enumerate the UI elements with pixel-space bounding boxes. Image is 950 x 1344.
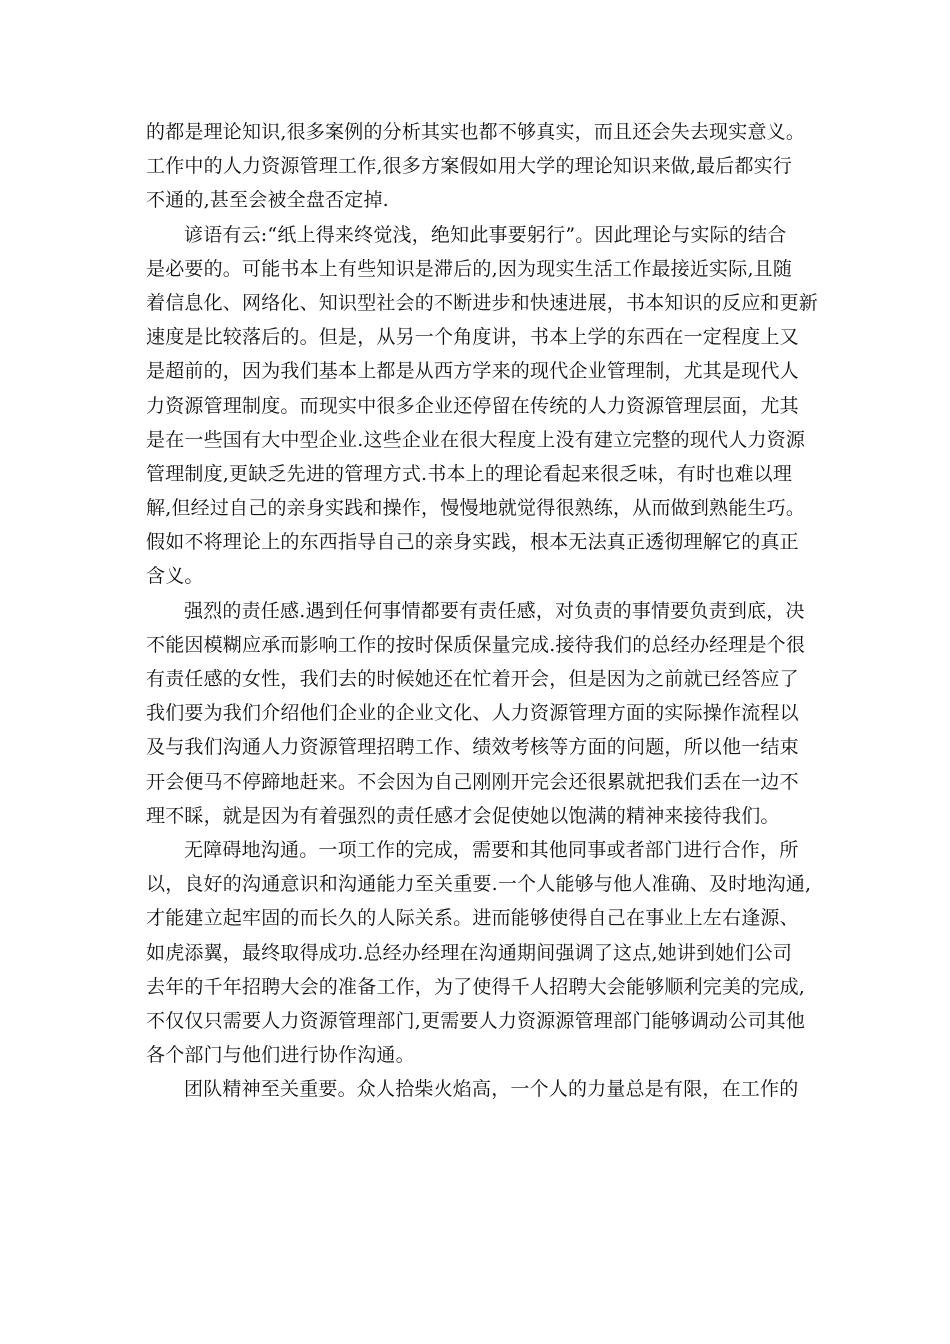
text-line: 理不睬，就是因为有着强烈的责任感才会促使她以饱满的精神来接待我们。: [146, 804, 780, 827]
text-line: 以，良好的沟通意识和沟通能力至关重要.一个人能够与他人准确、及时地沟通,: [146, 873, 812, 896]
text-line: 不仅仅只需要人力资源管理部门,更需要人力资源源管理部门能够调动公司其他: [146, 1009, 806, 1032]
paragraph-start-line: 谚语有云:“纸上得来终觉浅，绝知此事要躬行”。因此理论与实际的结合: [184, 223, 787, 246]
text-line: 各个部门与他们进行协作沟通。: [146, 1044, 415, 1067]
text-line: 是必要的。可能书本上有些知识是滞后的,因为现实生活工作最接近实际,且随: [146, 257, 793, 280]
text-line: 力资源管理制度。而现实中很多企业还停留在传统的人力资源管理层面，尤其: [146, 394, 799, 417]
text-line: 不能因模糊应承而影响工作的按时保质保量完成.接待我们的总经办经理是个很: [146, 633, 806, 656]
paragraph-start-line: 强烈的责任感.遇到任何事情都要有责任感，对负责的事情要负责到底，决: [184, 599, 805, 622]
text-line: 我们要为我们介绍他们企业的企业文化、人力资源管理方面的实际操作流程以: [146, 702, 799, 725]
text-line: 管理制度,更缺乏先进的管理方式.书本上的理论看起来很乏味，有时也难以理: [146, 462, 793, 485]
text-line: 解,但经过自己的亲身实践和操作，慢慢地就觉得很熟练，从而做到熟能生巧。: [146, 497, 806, 520]
text-line: 速度是比较落后的。但是，从另一个角度讲，书本上学的东西在一定程度上又: [146, 326, 799, 349]
text-line: 是超前的，因为我们基本上都是从西方学来的现代企业管理制，尤其是现代人: [146, 360, 799, 383]
text-line: 有责任感的女性，我们去的时候她还在忙着开会，但是因为之前就已经答应了: [146, 668, 799, 690]
text-line: 如虎添翼，最终取得成功.总经办经理在沟通期间强调了这点,她讲到她们公司: [146, 941, 793, 964]
paragraph-start-line: 无障碍地沟通。一项工作的完成，需要和其他同事或者部门进行合作，所: [184, 838, 799, 861]
text-line: 去年的千年招聘大会的准备工作，为了使得千人招聘大会能够顺利完美的完成,: [146, 975, 806, 998]
text-line: 假如不将理论上的东西指导自己的亲身实践，根本无法真正透彻理解它的真正: [146, 531, 799, 554]
text-line: 不通的,甚至会被全盘否定掉.: [146, 189, 389, 212]
text-line: 着信息化、网络化、知识型社会的不断进步和快速进展，书本知识的反应和更新: [146, 291, 819, 314]
text-line: 含义。: [146, 565, 204, 588]
text-line: 是在一些国有大中型企业.这些企业在很大程度上没有建立完整的现代人力资源: [146, 428, 806, 451]
text-line: 工作中的人力资源管理工作,很多方案假如用大学的理论知识来做,最后都实行: [146, 155, 793, 178]
paragraph-start-line: 团队精神至关重要。众人拾柴火焰高，一个人的力量总是有限，在工作的: [184, 1078, 799, 1101]
text-line: 开会便马不停蹄地赶来。不会因为自己刚刚开完会还很累就把我们丢在一边不: [146, 770, 799, 793]
text-line: 才能建立起牢固的而长久的人际关系。进而能够使得自己在事业上左右逢源、: [146, 907, 799, 930]
document-body: [146, 115, 819, 1106]
text-line: 的都是理论知识,很多案例的分析其实也都不够真实，而且还会失去现实意义。: [146, 121, 806, 143]
text-line: 及与我们沟通人力资源管理招聘工作、绩效考核等方面的问题，所以他一结束: [146, 736, 799, 759]
